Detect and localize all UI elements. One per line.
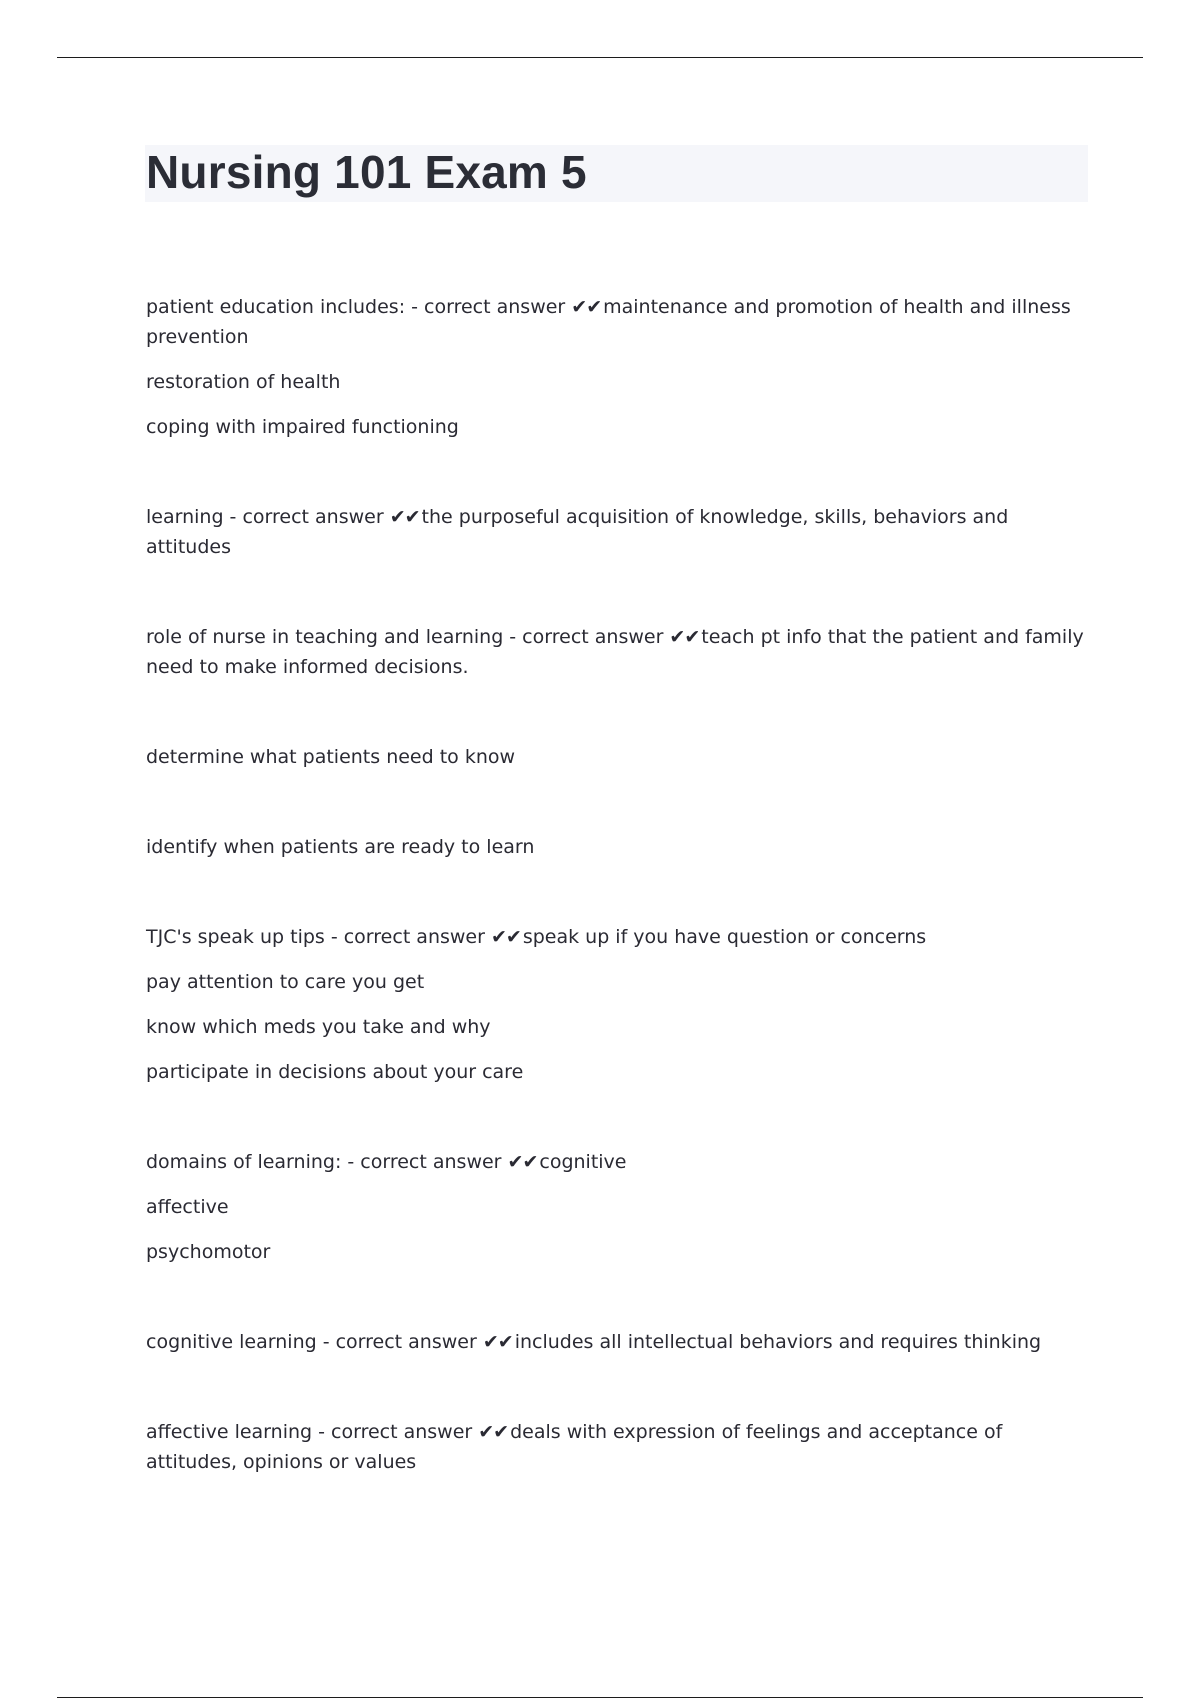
top-rule bbox=[57, 57, 1143, 58]
qa-entry-3 bbox=[146, 622, 1091, 682]
qa-entry-1 bbox=[146, 292, 1091, 352]
answer-extra-line: pay attention to care you get bbox=[146, 971, 425, 993]
check-marks-icon: ✔✔ bbox=[571, 296, 602, 318]
check-marks-icon: ✔✔ bbox=[669, 626, 700, 648]
question-text: TJC's speak up tips - correct answer bbox=[146, 926, 491, 948]
document-title: Nursing 101 Exam 5 bbox=[146, 146, 587, 198]
answer-text: includes all intellectual behaviors and requires thinking bbox=[514, 1331, 1042, 1353]
standalone-line: identify when patients are ready to learn bbox=[146, 836, 535, 858]
bottom-rule bbox=[57, 1697, 1143, 1698]
question-text: patient education includes: - correct answer bbox=[146, 296, 572, 318]
question-text: learning - correct answer bbox=[146, 506, 390, 528]
answer-extra-line: participate in decisions about your care bbox=[146, 1061, 524, 1083]
qa-entry-9 bbox=[146, 1417, 1091, 1477]
standalone-line: determine what patients need to know bbox=[146, 746, 516, 768]
check-marks-icon: ✔✔ bbox=[389, 506, 420, 528]
answer-extra-line: psychomotor bbox=[146, 1241, 271, 1263]
check-marks-icon: ✔✔ bbox=[482, 1331, 513, 1353]
answer-text: deals with expression of feelings and acceptance of attitudes, opinions or values bbox=[146, 1421, 1003, 1473]
check-marks-icon: ✔✔ bbox=[507, 1151, 538, 1173]
qa-entry-6 bbox=[146, 922, 1091, 952]
question-text: affective learning - correct answer bbox=[146, 1421, 479, 1443]
check-marks-icon: ✔✔ bbox=[490, 926, 521, 948]
qa-entry-2 bbox=[146, 502, 1091, 562]
check-marks-icon: ✔✔ bbox=[478, 1421, 509, 1443]
question-text: role of nurse in teaching and learning - correct answer bbox=[146, 626, 670, 648]
qa-entry-8 bbox=[146, 1327, 1091, 1357]
answer-text: speak up if you have question or concerns bbox=[522, 926, 927, 948]
qa-entry-7 bbox=[146, 1147, 1091, 1177]
answer-extra-line: know which meds you take and why bbox=[146, 1016, 491, 1038]
answer-extra-line: restoration of health bbox=[146, 371, 341, 393]
question-text: cognitive learning - correct answer bbox=[146, 1331, 483, 1353]
question-text: domains of learning: - correct answer bbox=[146, 1151, 508, 1173]
answer-text: the purposeful acquisition of knowledge, skills, behaviors and attitudes bbox=[146, 506, 1009, 558]
document-body bbox=[146, 292, 1091, 1477]
answer-extra-line: affective bbox=[146, 1196, 229, 1218]
answer-extra-line: coping with impaired functioning bbox=[146, 416, 459, 438]
answer-text: teach pt info that the patient and family need to make informed decisions. bbox=[146, 626, 1084, 678]
answer-text: cognitive bbox=[539, 1151, 627, 1173]
answer-text: maintenance and promotion of health and illness prevention bbox=[146, 296, 1071, 348]
